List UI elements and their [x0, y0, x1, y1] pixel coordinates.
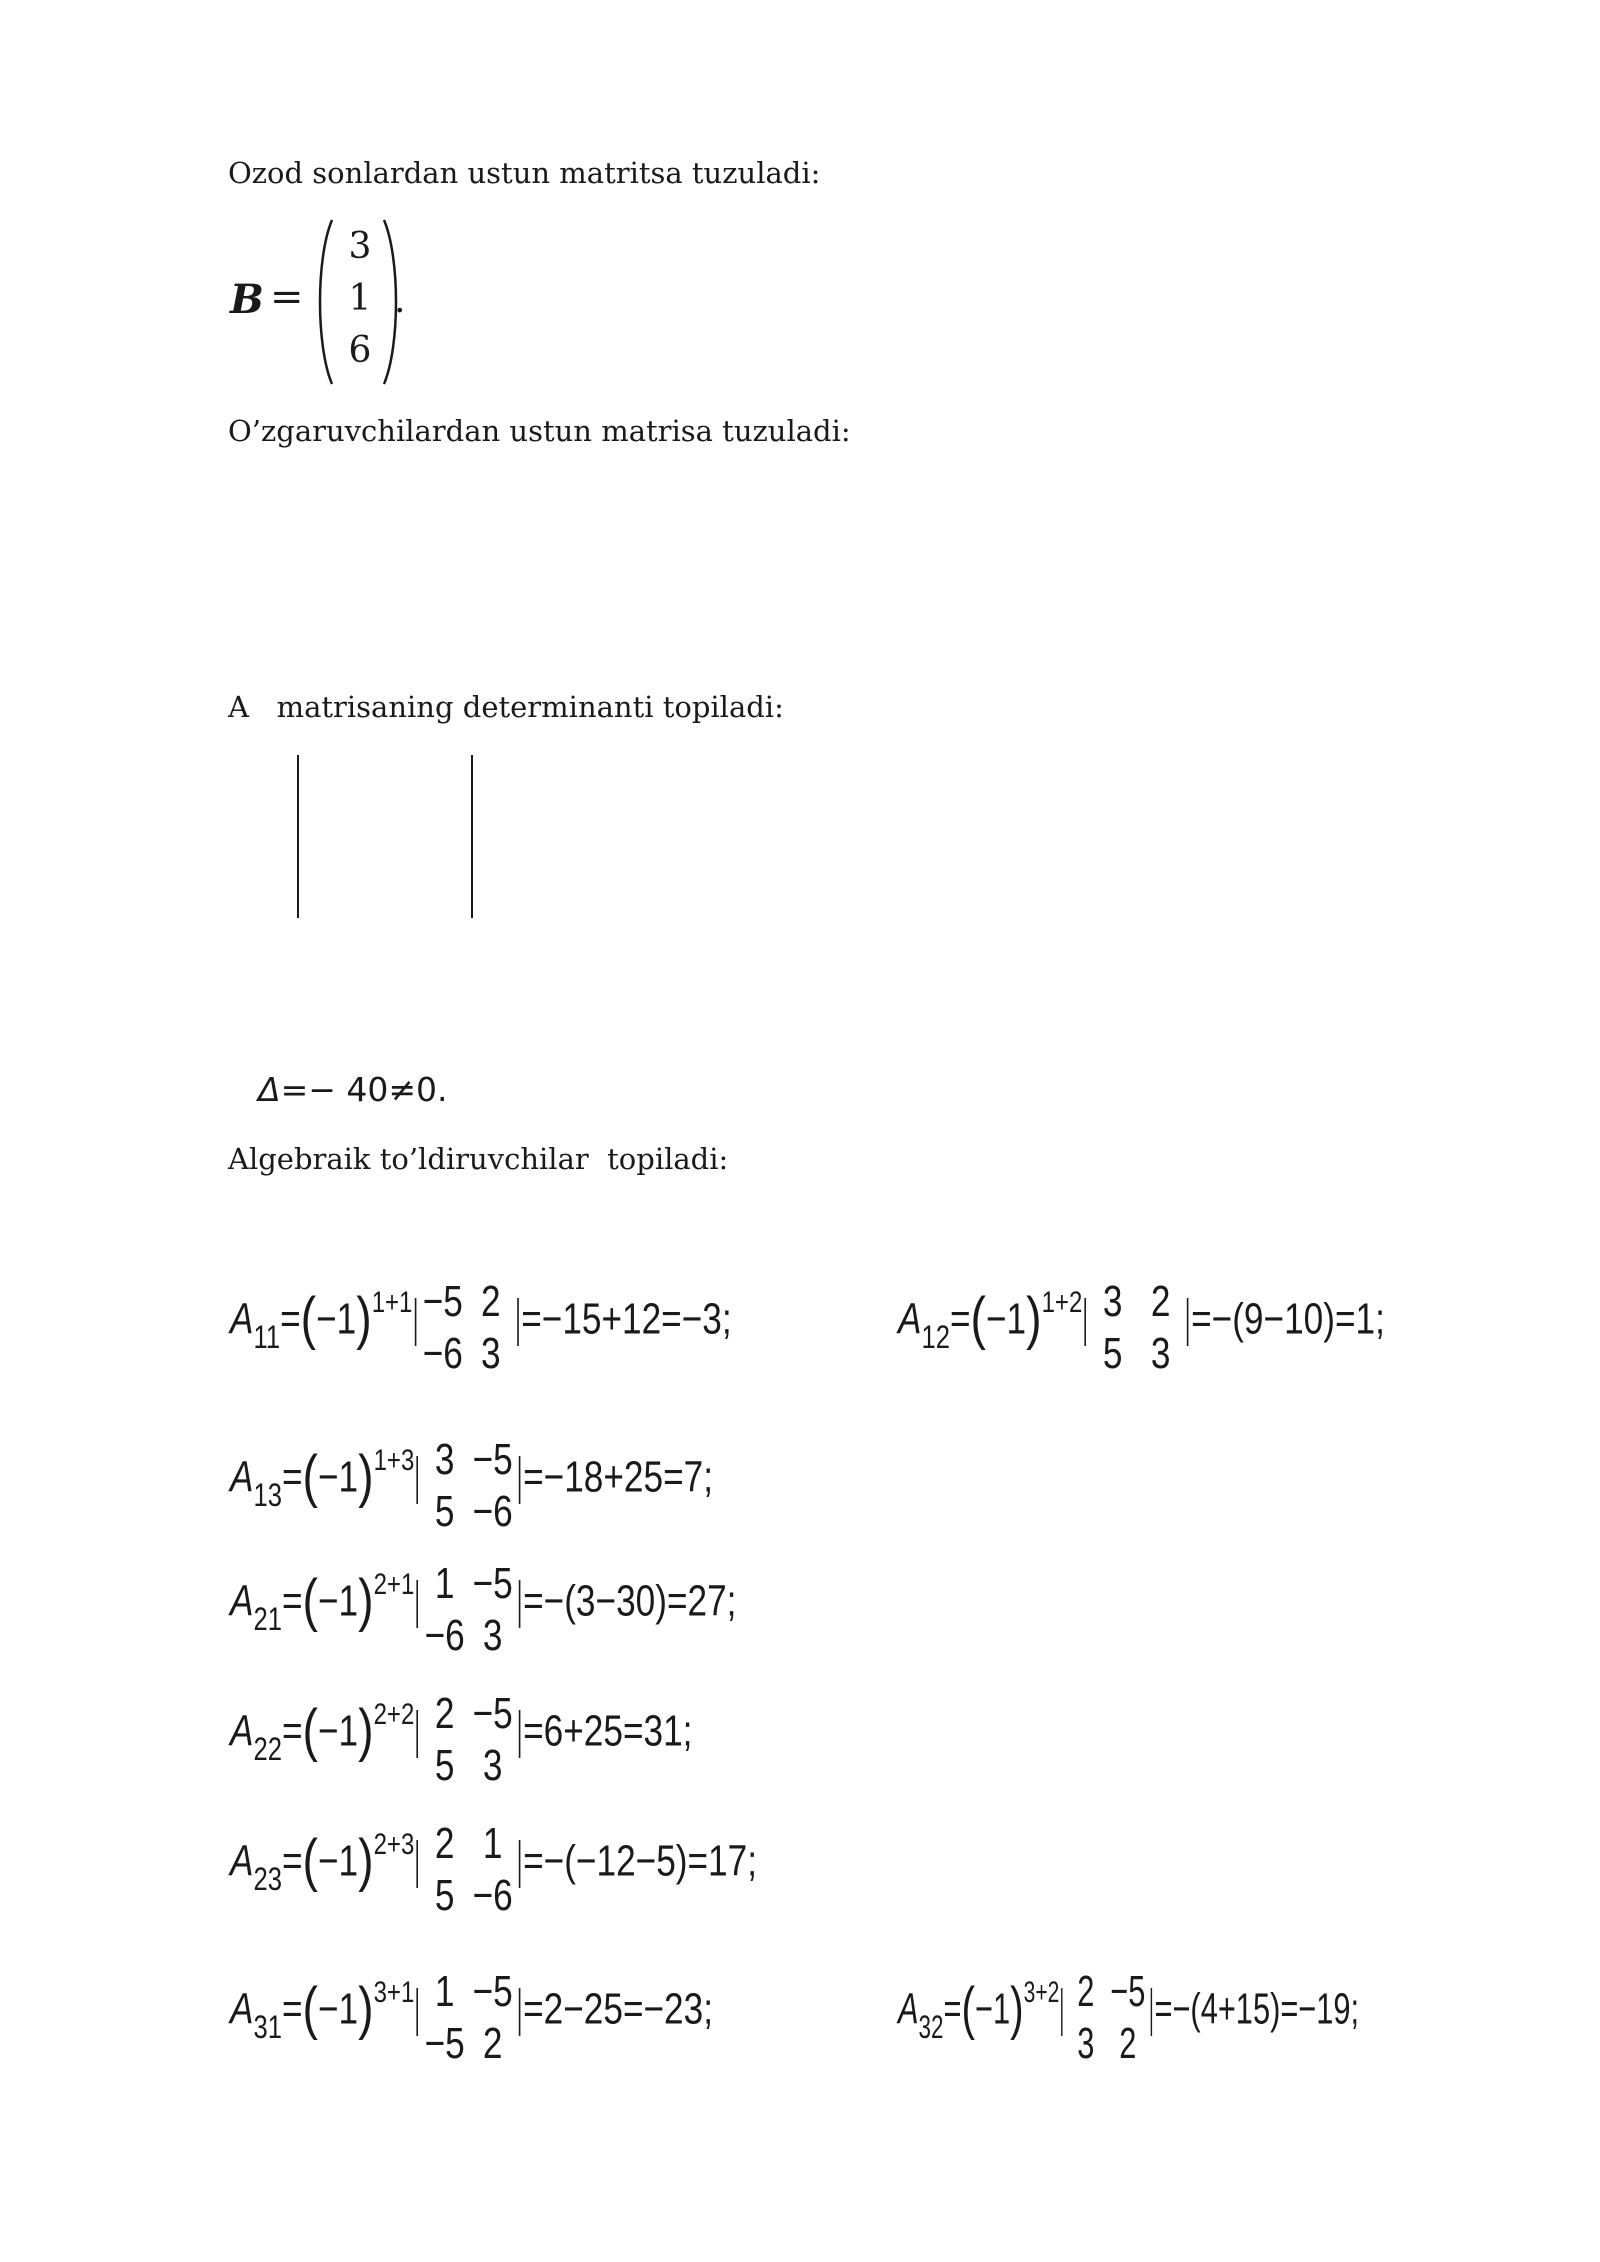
minus-one: −1	[974, 1984, 1011, 2034]
minus-one: −1	[317, 1836, 359, 1886]
cofactor-exponent: 1+1	[371, 1285, 413, 1319]
delta-value	[258, 1070, 448, 1109]
close-paren: )	[1010, 1975, 1024, 2041]
cofactor-a23	[230, 1812, 757, 1920]
minor-matrix	[1065, 1966, 1149, 2070]
determinant-right-bar	[519, 1580, 521, 1628]
minor-cell: 3	[482, 1741, 503, 1790]
cofactor-result: =−18+25=7;	[523, 1452, 713, 1502]
cofactor-exponent: 2+2	[373, 1697, 415, 1731]
cofactor-subscript: 12	[921, 1318, 950, 1355]
matrix-b-value-3: 6	[348, 330, 372, 371]
minor-matrix	[421, 1688, 517, 1792]
minor-matrix	[419, 1276, 515, 1380]
minus-one: −1	[317, 1576, 359, 1626]
open-paren: (	[300, 1285, 317, 1351]
equals-sign: =	[280, 1294, 301, 1344]
minor-cell: 5	[1102, 1329, 1123, 1378]
open-paren: (	[302, 1827, 318, 1893]
minor-cell: 3	[434, 1435, 455, 1484]
matrix-b-value-2: 1	[348, 278, 372, 319]
minor-matrix	[421, 1434, 517, 1538]
cofactor-result: =−(4+15)=−19;	[1154, 1984, 1360, 2034]
cofactor-result: =−(9−10)=1;	[1191, 1294, 1385, 1344]
determinant-right-bar	[519, 1988, 521, 2036]
determinant-left-bar	[417, 1710, 419, 1758]
close-paren: )	[358, 1443, 374, 1509]
determinant-left-bar	[1061, 1988, 1062, 2036]
cofactor-result: =2−25=−23;	[523, 1984, 713, 2034]
cofactor-a11	[230, 1270, 732, 1378]
minor-cell: 2	[1150, 1277, 1171, 1326]
cofactor-subscript: 21	[253, 1600, 282, 1637]
minor-cell: 1	[434, 1559, 455, 1608]
close-paren: )	[358, 1827, 374, 1893]
cofactor-subscript: 22	[253, 1730, 282, 1767]
minor-cell: −5	[472, 1559, 513, 1608]
determinant-right-bar	[1187, 1298, 1189, 1346]
paragraph-cofactors: Algebraik to’ldiruvchilar topiladi:	[228, 1142, 729, 1176]
cofactor-subscript: 11	[253, 1318, 281, 1355]
minor-cell: −6	[424, 1611, 465, 1660]
close-paren: )	[358, 1975, 374, 2041]
close-paren: )	[358, 1567, 374, 1633]
open-paren: (	[302, 1975, 318, 2041]
minor-cell: 2	[481, 1277, 501, 1326]
minor-cell: −5	[1110, 1967, 1146, 2016]
cofactor-letter: A	[898, 1294, 922, 1344]
matrix-b-value-1: 3	[348, 226, 372, 267]
minor-cell: 3	[1102, 1277, 1123, 1326]
matrix-b-period: .	[394, 280, 406, 321]
cofactor-a22	[230, 1682, 693, 1790]
determinant-right-bar	[471, 755, 473, 918]
minor-cell: 2	[434, 1819, 455, 1868]
close-paren: )	[358, 1697, 374, 1763]
equals-sign: =	[281, 1984, 303, 2034]
equals-sign: =	[943, 1984, 962, 2034]
equals-sign: =	[949, 1294, 971, 1344]
equals-sign: =	[281, 1576, 303, 1626]
matrix-b	[228, 218, 428, 388]
paragraph-variables: O’zgaruvchilardan ustun matrisa tuzuladi:	[228, 414, 851, 448]
determinant-right-bar	[519, 1710, 521, 1758]
minor-cell: 3	[482, 1611, 503, 1660]
minor-cell: 5	[434, 1487, 455, 1536]
cofactor-letter: A	[898, 1984, 919, 2034]
minus-one: −1	[317, 1984, 359, 2034]
cofactor-a32	[898, 1960, 1360, 2068]
cofactor-subscript: 13	[253, 1476, 282, 1513]
minor-cell: 2	[1077, 1967, 1095, 2016]
determinant-left-bar	[417, 1988, 419, 2036]
minor-matrix	[421, 1558, 517, 1662]
minor-cell: −6	[472, 1871, 513, 1920]
minor-cell: −6	[422, 1329, 463, 1378]
determinant-left-bar	[297, 755, 299, 918]
matrix-b-left-paren	[312, 218, 336, 386]
delta-symbol: Δ	[258, 1070, 281, 1109]
equals-sign: =	[281, 1452, 303, 1502]
minus-one: −1	[317, 1706, 359, 1756]
cofactor-result: =−15+12=−3;	[521, 1294, 732, 1344]
minor-cell: −6	[472, 1487, 513, 1536]
cofactor-a21	[230, 1552, 737, 1660]
cofactor-subscript: 23	[253, 1860, 282, 1897]
minor-cell: −5	[422, 1277, 463, 1326]
minor-cell: 2	[482, 2019, 503, 2068]
matrix-b-equals: =	[270, 274, 304, 320]
cofactor-letter: A	[230, 1706, 254, 1756]
cofactor-exponent: 2+3	[373, 1827, 415, 1861]
cofactor-exponent: 3+2	[1023, 1975, 1060, 2009]
determinant-left-bar	[417, 1580, 419, 1628]
minor-cell: −5	[424, 2019, 465, 2068]
cofactor-exponent: 1+2	[1041, 1285, 1083, 1319]
determinant-left-bar	[1085, 1298, 1087, 1346]
open-paren: (	[961, 1975, 975, 2041]
matrix-b-label: B	[230, 276, 264, 323]
minor-cell: 1	[434, 1967, 455, 2016]
cofactor-result: =6+25=31;	[523, 1706, 693, 1756]
minus-one: −1	[317, 1452, 359, 1502]
minor-cell: 3	[481, 1329, 501, 1378]
close-paren: )	[356, 1285, 372, 1351]
minor-cell: 3	[1077, 2019, 1095, 2068]
paragraph-free-terms: Ozod sonlardan ustun matritsa tuzuladi:	[228, 156, 821, 190]
cofactor-a12	[898, 1270, 1385, 1378]
minor-cell: 3	[1150, 1329, 1171, 1378]
open-paren: (	[302, 1697, 318, 1763]
minor-cell: −5	[472, 1435, 513, 1484]
cofactor-exponent: 1+3	[373, 1443, 415, 1477]
minus-one: −1	[985, 1294, 1027, 1344]
open-paren: (	[970, 1285, 986, 1351]
determinant-right-bar	[519, 1456, 521, 1504]
determinant-left-bar	[417, 1840, 419, 1888]
equals-sign: =	[281, 1836, 303, 1886]
minus-one: −1	[316, 1294, 357, 1344]
cofactor-letter: A	[230, 1836, 254, 1886]
cofactor-letter: A	[230, 1576, 254, 1626]
close-paren: )	[1026, 1285, 1042, 1351]
determinant-left-bar	[415, 1298, 417, 1346]
cofactor-result: =−(−12−5)=17;	[523, 1836, 757, 1886]
determinant-right-bar	[1151, 1988, 1152, 2036]
cofactor-exponent: 2+1	[373, 1567, 415, 1601]
cofactor-letter: A	[230, 1452, 254, 1502]
cofactor-result: =−(3−30)=27;	[523, 1576, 737, 1626]
cofactor-subscript: 32	[918, 2008, 944, 2045]
minor-cell: 5	[434, 1871, 455, 1920]
minor-cell: 1	[482, 1819, 503, 1868]
minor-matrix	[1089, 1276, 1185, 1380]
equals-sign: =	[281, 1706, 303, 1756]
delta-result: =− 40≠0.	[280, 1070, 448, 1109]
minor-cell: 2	[434, 1689, 455, 1738]
determinant-right-bar	[519, 1840, 521, 1888]
cofactor-a13	[230, 1428, 713, 1536]
determinant-right-bar	[517, 1298, 519, 1346]
cofactor-letter: A	[230, 1984, 254, 2034]
minor-cell: −5	[472, 1967, 513, 2016]
open-paren: (	[302, 1443, 318, 1509]
minor-matrix	[421, 1818, 517, 1922]
cofactor-exponent: 3+1	[373, 1975, 415, 2009]
minor-cell: 2	[1119, 2019, 1137, 2068]
minor-cell: 5	[434, 1741, 455, 1790]
minor-cell: −5	[472, 1689, 513, 1738]
cofactor-subscript: 31	[253, 2008, 282, 2045]
open-paren: (	[302, 1567, 318, 1633]
minor-matrix	[421, 1966, 517, 2070]
paragraph-determinant: A matrisaning determinanti topiladi:	[228, 690, 784, 724]
cofactor-letter: A	[230, 1294, 254, 1344]
determinant-left-bar	[417, 1456, 419, 1504]
cofactor-a31	[230, 1960, 713, 2068]
